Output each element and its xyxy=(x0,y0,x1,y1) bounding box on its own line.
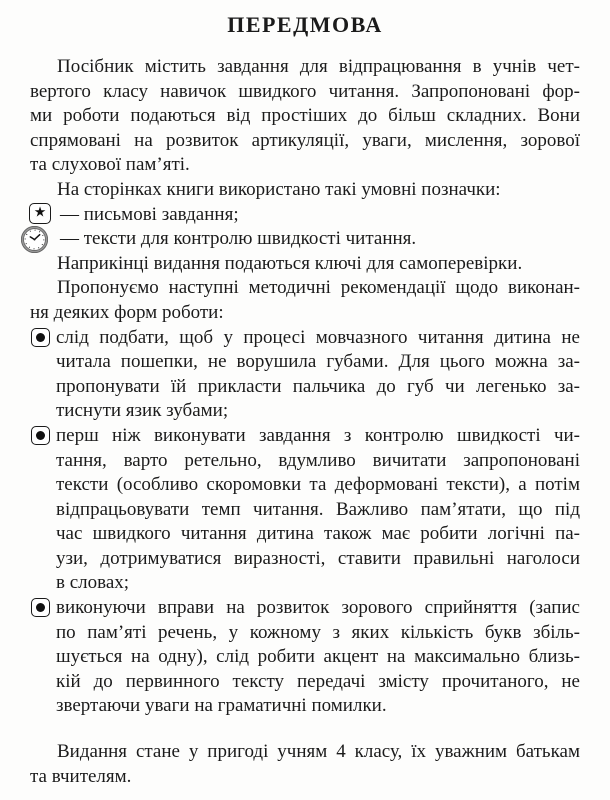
item-lines xyxy=(56,326,580,424)
item-lines xyxy=(30,252,580,277)
text-line: по пам’яті речень, у кожному з яких кількість букв збіль- xyxy=(56,621,580,643)
paragraph xyxy=(30,55,580,178)
text-line: перш ніж виконувати завдання з контролю швидкості чи- xyxy=(56,424,580,446)
text-line: відпрацьовувати темп читання. Важливо пам’ятати, що під xyxy=(56,498,580,520)
item-lines xyxy=(30,740,580,789)
page-title: ПЕРЕДМОВА xyxy=(227,12,383,37)
text-line: Видання стане у пригоді учням 4 класу, їх уважним батькам xyxy=(57,741,580,763)
text-line: тання, варто ретельно, вдумливо вичитати запропоновані xyxy=(56,449,580,471)
item-lines xyxy=(30,55,580,178)
text-line: тиснути язик зубами; xyxy=(56,400,229,422)
text-line: слід подбати, щоб у процесі мовчазного читання дитина не xyxy=(56,326,580,348)
legend-item xyxy=(30,203,580,228)
text-line: виконуючи вправи на розвиток зорового сприйняття (запис xyxy=(56,597,580,619)
text-line: читала пошепки, не ворушила губами. Для цього можна за- xyxy=(56,351,580,373)
bullet-item xyxy=(30,326,580,424)
text-line: узи, дотримуватися виразності, ставити правильні наголоси xyxy=(56,547,580,569)
bullet-item xyxy=(30,424,580,596)
text-line: вертого класу навичок швидкого читання. Запропоновані фор- xyxy=(30,80,580,102)
paragraph xyxy=(30,740,580,789)
text-line: — письмові завдання; xyxy=(60,203,239,225)
item-lines xyxy=(56,424,580,596)
paragraph xyxy=(30,276,580,325)
item-lines xyxy=(56,596,580,719)
item-lines xyxy=(30,178,580,203)
content xyxy=(30,55,580,789)
bullet-icon xyxy=(31,426,50,445)
text-line: час швидкого читання дитина також має робити логічні па- xyxy=(56,523,580,545)
text-line: тексти (особливо скоромовки та деформовані тексти), а потім xyxy=(56,474,580,496)
text-line: спрямовані на розвиток артикуляції, уваги, мислення, зорової xyxy=(30,129,580,151)
text-line: — тексти для контролю швидкості читання. xyxy=(60,228,417,250)
text-line: На сторінках книги використано такі умовні позначки: xyxy=(57,178,501,200)
bullet-icon xyxy=(31,328,50,347)
text-line: кій до первинного тексту передачі змісту прочитаного, не xyxy=(56,670,580,692)
text-line: в словах; xyxy=(56,572,130,594)
text-line: Посібник містить завдання для відпрацювання в учнів чет- xyxy=(57,56,580,77)
text-line: Наприкінці видання подаються ключі для самоперевірки. xyxy=(57,252,523,274)
text-line: та слухової пам’яті. xyxy=(30,154,190,176)
text-line: пропонувати їй прикласти пальчика до губ чи легенько за- xyxy=(56,375,580,397)
clock-icon xyxy=(21,226,48,253)
text-line: ня деяких форм роботи: xyxy=(30,301,224,323)
item-lines xyxy=(60,227,580,252)
text-line: ми роботи подаються від простіших до більш складних. Вони xyxy=(30,105,580,127)
text-line: та вчителям. xyxy=(30,765,132,787)
star-icon: ★ xyxy=(29,203,51,224)
item-lines xyxy=(30,276,580,325)
text-line: шується на одну), слід робити акцент на максимально близь- xyxy=(56,646,580,668)
item-lines xyxy=(60,203,580,228)
paragraph xyxy=(30,252,580,277)
bullet-item xyxy=(30,596,580,719)
text-line: звертаючи уваги на граматичні помилки. xyxy=(56,695,387,717)
legend-item xyxy=(30,227,580,252)
bullet-icon xyxy=(31,598,50,617)
text-line: Пропонуємо наступні методичні рекомендації щодо виконан- xyxy=(57,277,580,299)
paragraph xyxy=(30,178,580,203)
